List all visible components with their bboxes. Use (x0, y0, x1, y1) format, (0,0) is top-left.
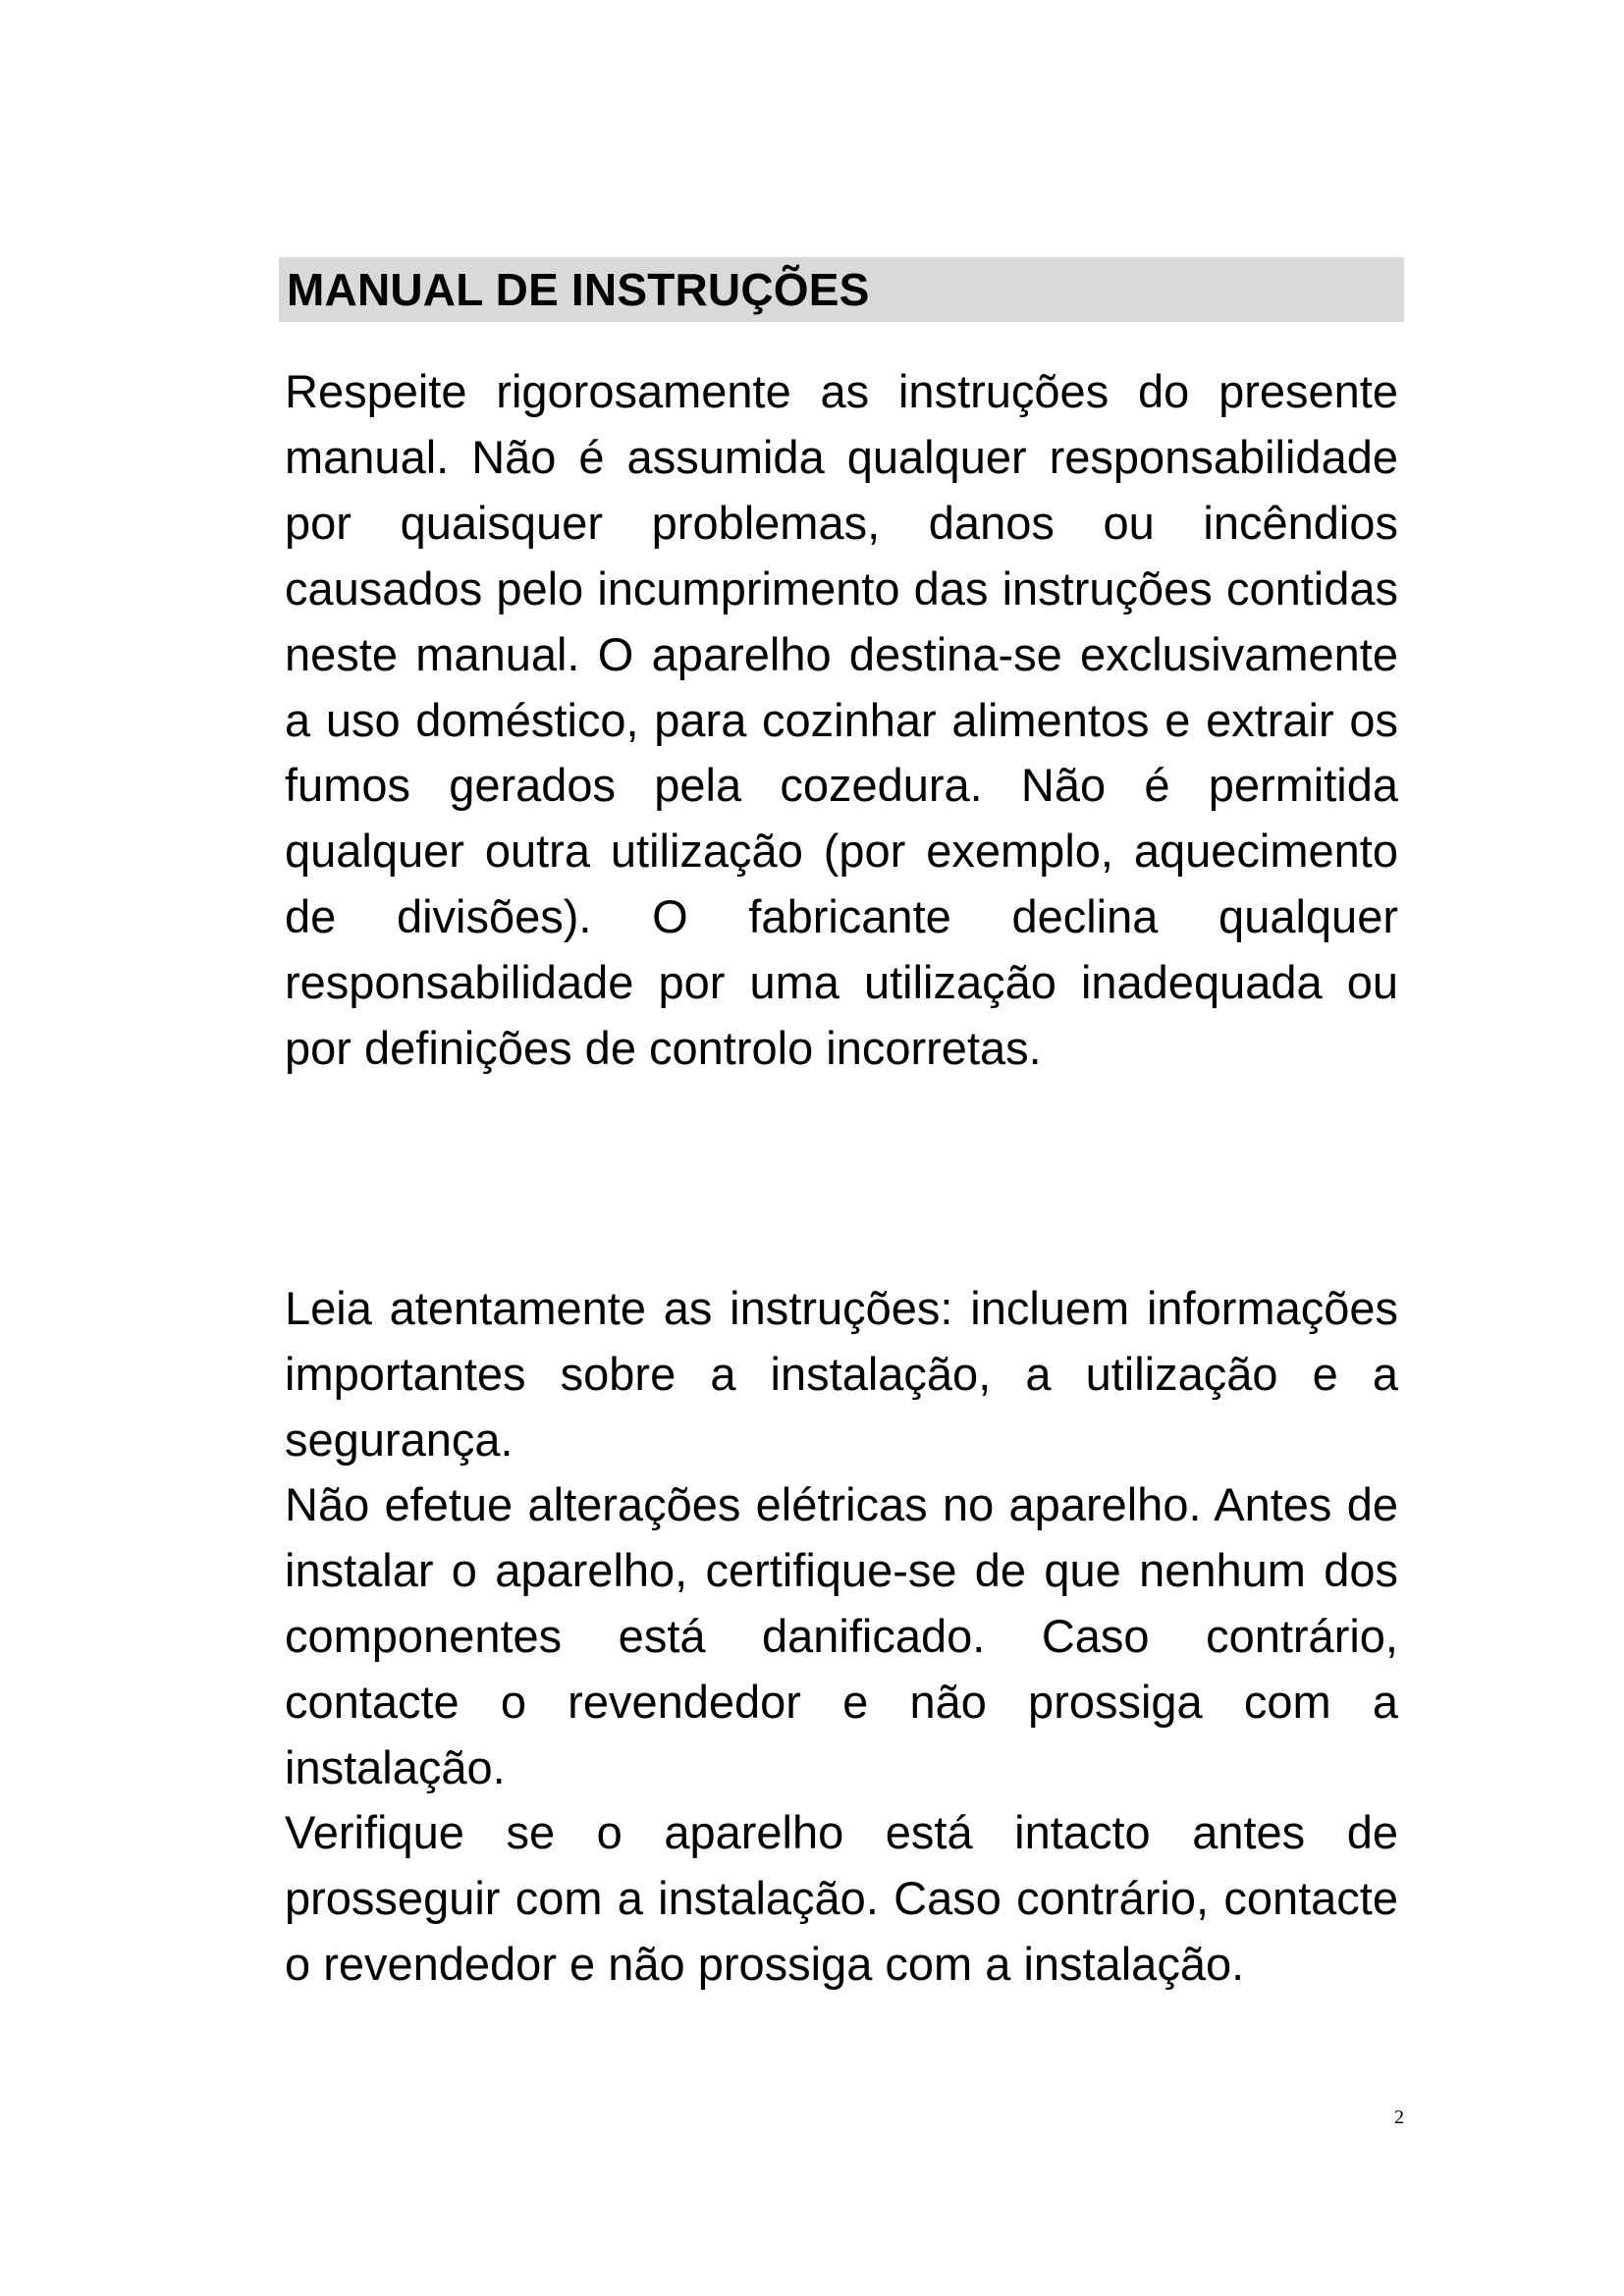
section-heading-bar (279, 257, 1404, 322)
paragraph-read-instructions: Leia atentamente as instruções: incluem informações importantes sobre a instalação, a utilização e a segurança. (285, 1282, 1398, 1466)
paragraph-check-intact: Verifique se o aparelho está intacto antes de prosseguir com a instalação. Caso contrário, contacte o revendedor e não prossiga com a instalação. (285, 1806, 1398, 1990)
section-heading: MANUAL DE INSTRUÇÕES (287, 264, 870, 315)
paragraph-responsibility: Respeite rigorosamente as instruções do presente manual. Não é assumida qualquer responsabilidade por quaisquer problemas, danos ou incêndios causados pelo incumprimento das instruções contidas neste manual. O aparelho destina-se exclusivamente a uso doméstico, para cozinhar alimentos e extrair os fumos gerados pela cozedura. Não é permitida qualquer outra utilização (por exemplo, aquecimento de divisões). O fabricante declina qualquer responsabilidade por uma utilização inadequada ou por definições de controlo incorretas. (285, 365, 1398, 1075)
page-number: 2 (1394, 2107, 1404, 2128)
paragraph-electrical-changes: Não efetue alterações elétricas no aparelho. Antes de instalar o aparelho, certifique-se de que nenhum dos componentes está danificado. Caso contrário, contacte o revendedor e não prossiga com a instalação. (285, 1478, 1398, 1793)
